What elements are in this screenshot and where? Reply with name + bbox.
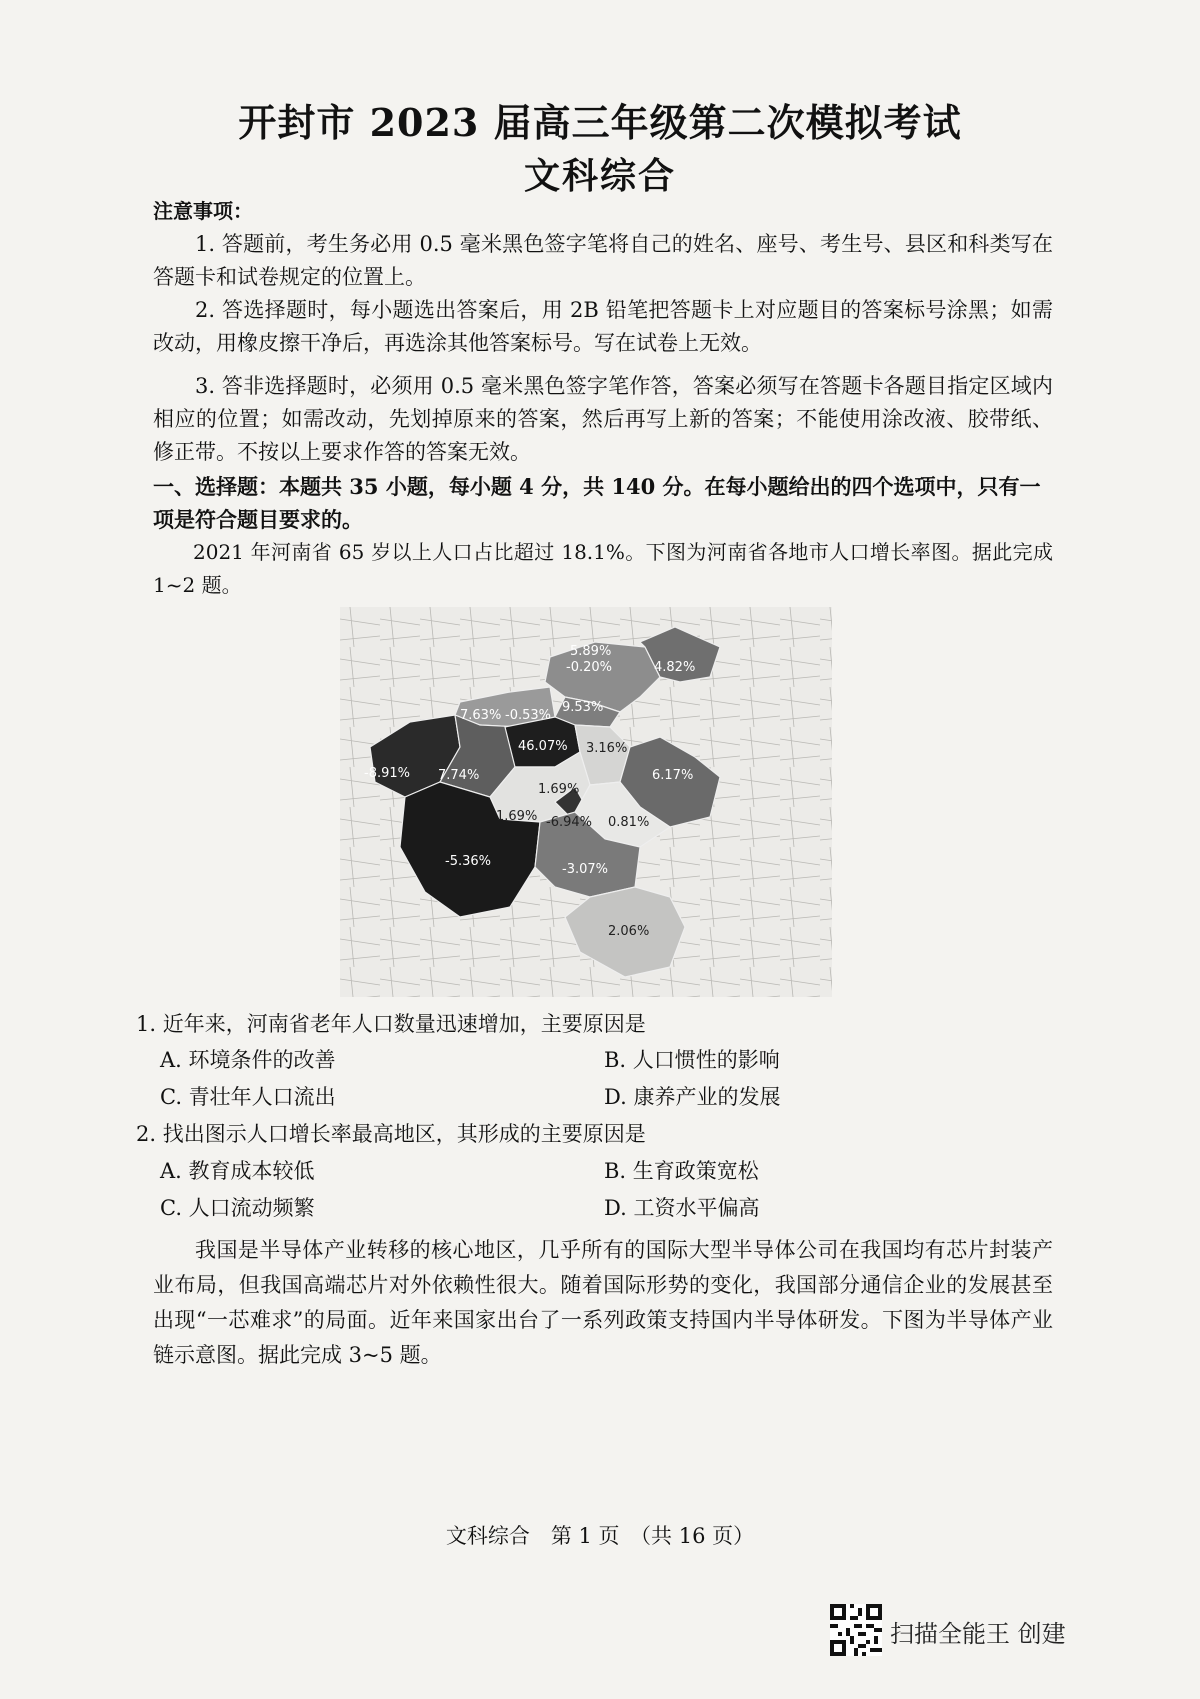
map-label-5: 7.63% (460, 708, 502, 723)
map-label-4: 9.53% (562, 700, 604, 715)
map-label-3: 4.82% (654, 660, 696, 675)
question-2-option-a: A. 教育成本较低 (160, 1159, 315, 1183)
passage-2: 我国是半导体产业转移的核心地区，几乎所有的国际大型半导体公司在我国均有芯片封装产业布局，但我国高端芯片对外依赖性很大。随着国际形势的变化，我国部分通信企业的发展甚至出现“一芯难求”的局面。近年来国家出台了一系列政策支持国内半导体研发。下图为半导体产业链示意图。据此完成 3~5 题。 (153, 1238, 1053, 1367)
map-label-9: -8.91% (364, 766, 410, 781)
map-label-14: -6.94% (546, 815, 592, 830)
notice-item-2: 2. 答选择题时，每小题选出答案后，用 2B 铅笔把答题卡上对应题目的答案标号涂黑；如需改动，用橡皮擦干净后，再选涂其他答案标号。写在试卷上无效。 (153, 298, 1053, 355)
question-2-option-d: D. 工资水平偏高 (604, 1196, 760, 1220)
question-2-option-c: C. 人口流动频繁 (160, 1196, 315, 1220)
question-1-option-c: C. 青壮年人口流出 (160, 1085, 336, 1109)
map-label-11: 6.17% (652, 768, 694, 783)
map-label-16: -5.36% (445, 854, 491, 869)
map-label-2: -0.20% (566, 660, 612, 675)
exam-title: 开封市 2023 届高三年级第二次模拟考试 (238, 100, 962, 145)
page-footer: 文科综合 第 1 页 （共 16 页） (445, 1524, 755, 1548)
notice-item-1: 1. 答题前，考生务必用 0.5 毫米黑色签字笔将自己的姓名、座号、考生号、县区和科类写在答题卡和试卷规定的位置上。 (153, 232, 1053, 289)
scanner-watermark: 扫描全能王 创建 (890, 1620, 1066, 1648)
map-label-18: 2.06% (608, 924, 650, 939)
question-1-option-a: A. 环境条件的改善 (160, 1048, 336, 1072)
question-1-stem: 1. 近年来，河南省老年人口数量迅速增加，主要原因是 (136, 1012, 646, 1036)
question-1-option-b: B. 人口惯性的影响 (604, 1048, 780, 1072)
notice-heading: 注意事项： (153, 199, 253, 223)
notice-item-3: 3. 答非选择题时，必须用 0.5 毫米黑色签字笔作答，答案必须写在答题卡各题目指定区域内相应的位置；如需改动，先划掉原来的答案，然后再写上新的答案；不能使用涂改液、胶带纸、修正带。不按以上要求作答的答案无效。 (153, 374, 1053, 464)
map-label-7: 46.07% (518, 739, 568, 754)
question-2-option-b: B. 生育政策宽松 (604, 1159, 759, 1183)
map-label-15: 0.81% (608, 815, 650, 830)
henan-population-growth-map (340, 607, 832, 997)
qr-code-icon (830, 1604, 882, 1656)
passage-1: 2021 年河南省 65 岁以上人口占比超过 18.1%。下图为河南省各地市人口增长率图。据此完成 1~2 题。 (153, 540, 1053, 597)
question-2-stem: 2. 找出图示人口增长率最高地区，其形成的主要原因是 (136, 1122, 646, 1146)
map-label-13: 1.69% (496, 809, 538, 824)
map-label-12: 1.69% (538, 782, 580, 797)
map-label-8: 3.16% (586, 741, 628, 756)
map-label-10: 7.74% (438, 768, 480, 783)
section-heading: 一、选择题：本题共 35 小题，每小题 4 分，共 140 分。在每小题给出的四个选项中，只有一项是符合题目要求的。 (153, 474, 1041, 532)
map-svg (340, 607, 832, 997)
question-1-option-d: D. 康养产业的发展 (604, 1085, 781, 1109)
map-label-6: -0.53% (505, 708, 551, 723)
exam-subtitle: 文科综合 (523, 155, 676, 197)
map-label-1: 5.89% (570, 644, 612, 659)
map-label-17: -3.07% (562, 862, 608, 877)
